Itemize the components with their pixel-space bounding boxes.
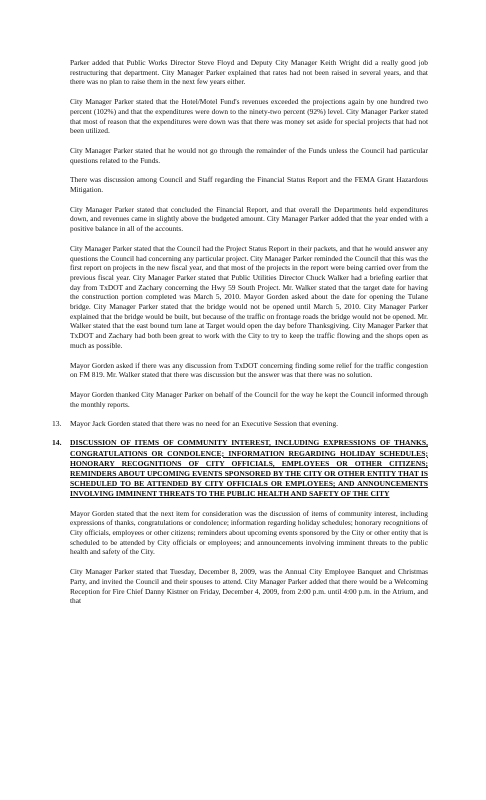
paragraph-fema-discussion: There was discussion among Council and Staff regarding the Financial Status Report and the FEMA Grant Hazardous Mitigation. [70, 175, 428, 195]
paragraph-project-status-report: City Manager Parker stated that the Council had the Project Status Report in their packets, and that he would answer any questions the Council had concerning any particular project. City Manager Parker reminded the Council that this was the first report on projects in the new fiscal year, and that most of the projects in the report were being carried over from the previous fiscal year. City Manager Parker stated that Public Utilities Director Chuck Walker had a briefing earlier that day from TxDOT and Zachary concerning the Hwy 59 South Project. Mr. Walker stated that the target date for having the construction portion completed was March 5, 2010. Mayor Gorden asked about the date for opening the Tulane bridge. City Manager Parker stated that the bridge would not be opened until March 5, 2010. City Manager Parker explained that the bridge would be built, but because of the traffic on frontage roads the bridge would not be opened. Mr. Walker stated that the east bound turn lane at Target would open the day before Thanksgiving. City Manager Parker that TxDOT and Zachary had both been great to work with the City to try to keep the traffic flowing and the shops open as much as possible. [70, 243, 428, 350]
paragraph-monthly-reports-thanks: Mayor Gorden thanked City Manager Parker on behalf of the Council for the way he kept the Council informed through the monthly reports. [70, 389, 428, 409]
paragraph-financial-report-conclusion: City Manager Parker stated that concluded the Financial Report, and that overall the Departments held expenditures down, and revenues came in slightly above the budgeted amount. City Manager Parker added that the year ended with a positive balance in all of the accounts. [70, 204, 428, 234]
agenda-item-14 [52, 438, 428, 499]
agenda-item-number: 13. [52, 419, 62, 429]
agenda-item-number: 14. [52, 438, 62, 448]
agenda-item-13 [52, 419, 428, 429]
paragraph-employee-banquet: City Manager Parker stated that Tuesday, December 8, 2009, was the Annual City Employee Banquet and Christmas Party, and invited the Council and their spouses to attend. City Manager Parker added that there would be a Welcoming Reception for Fire Chief Danny Kistner on Friday, December 4, 2009, from 2:00 p.m. until 4:00 p.m. in the Atrium, and that [70, 567, 428, 606]
agenda-item-text: Mayor Jack Gorden stated that there was no need for an Executive Session that evening. [70, 419, 339, 429]
paragraph-fm819-traffic: Mayor Gorden asked if there was any discussion from TxDOT concerning finding some relief for the traffic congestion on FM 819. Mr. Walker stated that there was discussion but the answer was that there was no solution. [70, 360, 428, 380]
paragraph-hotel-motel-fund: City Manager Parker stated that the Hotel/Motel Fund's revenues exceeded the projections again by one hundred two percent (102%) and that the expenditures were down to the ninety-two percent (92%) level. City Manager Parker stated that most of reason that the expenditures were down was that there was money set aside for special projects that had not been utilized. [70, 97, 428, 136]
paragraph-utilities-rates: Parker added that Public Works Director Steve Floyd and Deputy City Manager Keith Wright did a really good job restructuring that department. City Manager Parker explained that rates had not been raised in several years, and that there was no plan to raise them in the next few years either. [70, 58, 428, 87]
paragraph-remainder-funds: City Manager Parker stated that he would not go through the remainder of the Funds unless the Council had particular questions related to the Funds. [70, 145, 428, 165]
page-content [52, 58, 428, 616]
agenda-item-heading: DISCUSSION OF ITEMS OF COMMUNITY INTEREST, INCLUDING EXPRESSIONS OF THANKS, CONGRATULATIONS OR CONDOLENCE; INFORMATION REGARDING HOLIDAY SCHEDULES; HONORARY RECOGNITIONS OF CITY OFFICIALS, EMPLOYEES OR OTHER CITIZENS; REMINDERS ABOUT UPCOMING EVENTS SPONSORED BY THE CITY OR OTHER ENTITY THAT IS SCHEDULED TO BE ATTENDED BY CITY OFFICIALS OR EMPLOYEES; AND ANNOUNCEMENTS INVOLVING IMMINENT THREATS TO THE PUBLIC HEALTH AND SAFETY OF THE CITY [70, 438, 428, 499]
paragraph-community-interest: Mayor Gorden stated that the next item for consideration was the discussion of items of community interest, including expressions of thanks, congratulations or condolence; information regarding holiday schedules; honorary recognitions of City officials, employees or other citizens; reminders about upcoming events sponsored by the City or other entity that is scheduled to be attended by City officials or employees; and announcements involving imminent threats to the public health and safety of the City. [70, 508, 428, 557]
